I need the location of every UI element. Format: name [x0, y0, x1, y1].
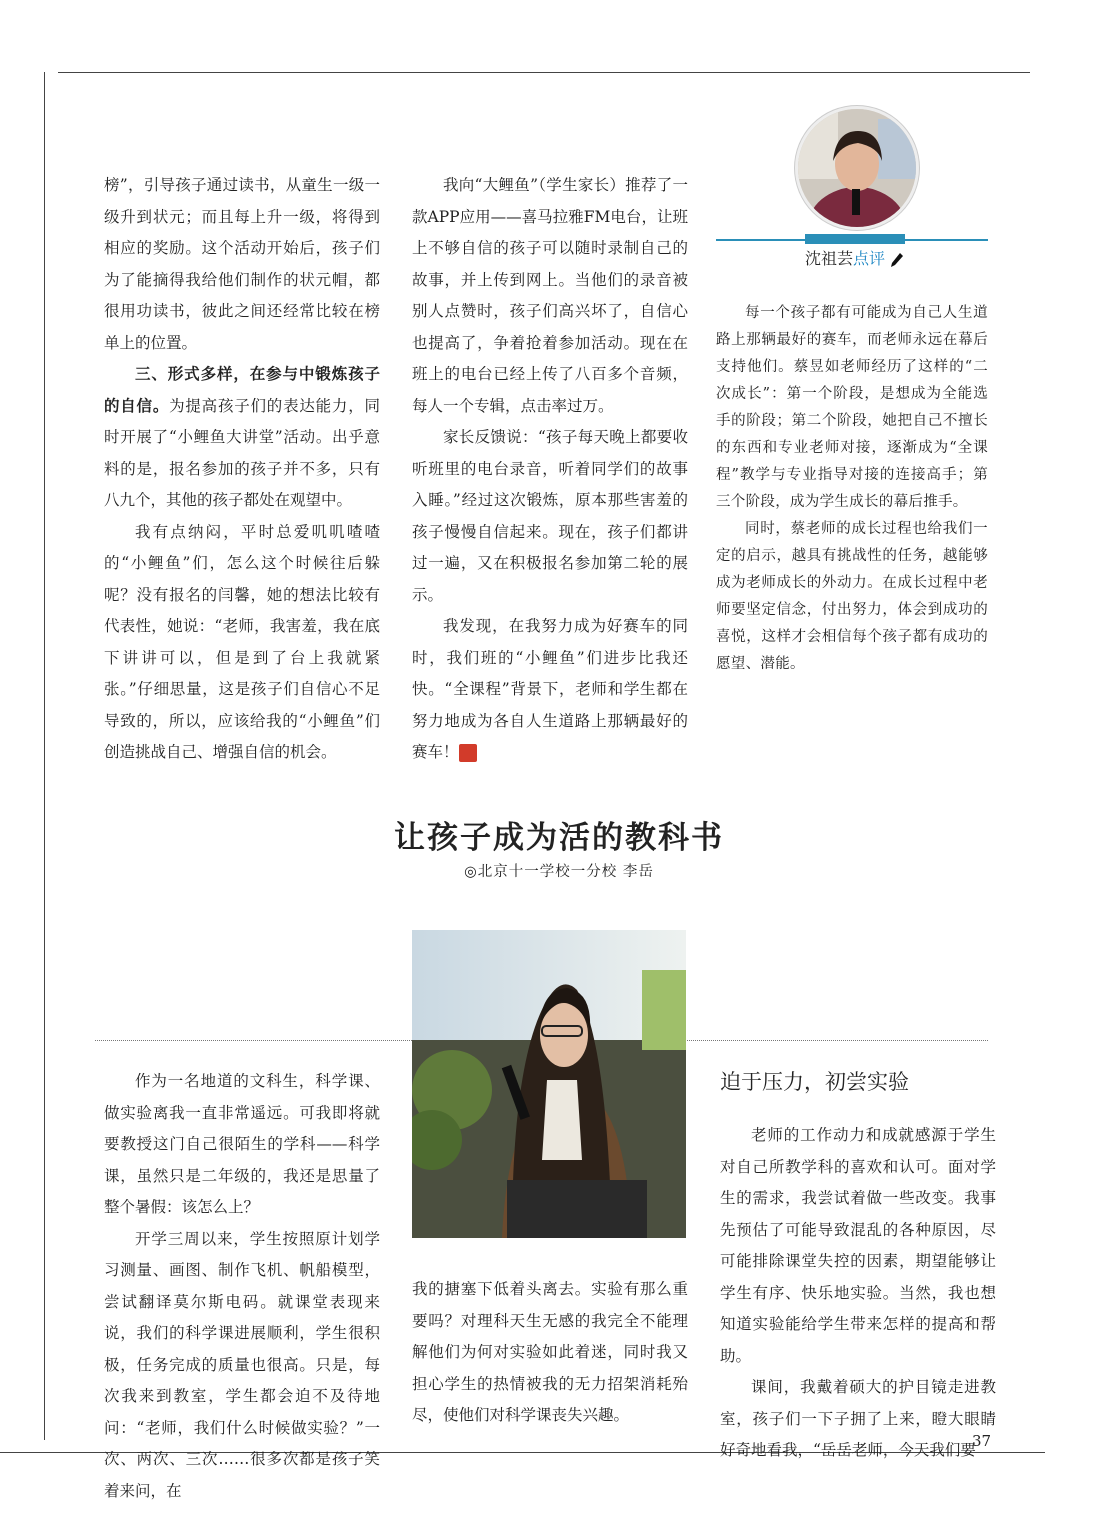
top-column-2	[412, 170, 688, 769]
comment-header-tag	[805, 234, 905, 244]
page-number: 37	[972, 1432, 992, 1450]
left-margin-rule	[44, 72, 45, 1440]
paragraph: 课间，我戴着硕大的护目镜走进教室，孩子们一下子拥了上来，瞪大眼睛好奇地看我，“岳岳老师，今天我们要	[720, 1378, 996, 1459]
commentator-label	[805, 246, 904, 269]
paragraph: 开学三周以来，学生按照原计划学习测量、画图、制作飞机、帆船模型，尝试翻译莫尔斯电码。就课堂表现来说，我们的科学课进展顺利，学生很积极，任务完成的质量也很高。只是，每次我来到教室，学生都会迫不及待地问：“老师，我们什么时候做实验？”一次、两次、三次……很多次都是孩子笑着来问，在	[104, 1229, 380, 1500]
paragraph: 我发现，在我努力成为好赛车的同时，我们班的“小鲤鱼”们进步比我还快。“全课程”背景下，老师和学生都在努力地成为各自人生道路上那辆最好的赛车！ 家	[412, 617, 688, 761]
end-mark-icon: 家	[459, 744, 477, 762]
top-rule	[58, 72, 1030, 73]
commentator-avatar	[795, 106, 919, 230]
commentator-tag: 点评	[853, 249, 886, 268]
commentator-name: 沈祖芸	[805, 249, 854, 268]
paragraph: 家长反馈说：“孩子每天晚上都要收听班里的电台录音，听着同学们的故事入睡。”经过这次锻炼，原本那些害羞的孩子慢慢自信起来。现在，孩子们都讲过一遍，又在积极报名参加第二轮的展示。	[412, 428, 688, 604]
article-column-1	[104, 1066, 380, 1507]
paragraph: 榜”，引导孩子通过读书，从童生一级一级升到状元；而且每上升一级，将得到相应的奖励。这个活动开始后，孩子们为了能摘得我给他们制作的状元帽，都很用功读书，彼此之间还经常比较在榜单上的位置。	[104, 176, 380, 352]
top-column-1	[104, 170, 380, 769]
paragraph: 我的搪塞下低着头离去。实验有那么重要吗？对理科天生无感的我完全不能理解他们为何对实验如此着迷，同时我又担心学生的热情被我的无力招架消耗殆尽，使他们对科学课丧失兴趣。	[412, 1280, 688, 1424]
paragraph: 作为一名地道的文科生，科学课、做实验离我一直非常遥远。可我即将就要教授这门自己很陌生的学科——科学课，虽然只是二年级的，我还是思量了整个暑假：该怎么上？	[104, 1072, 380, 1216]
article-column-2	[412, 1274, 688, 1432]
article-subheading: 迫于压力，初尝实验	[720, 1070, 909, 1094]
article-column-3	[720, 1120, 996, 1467]
paragraph: 每一个孩子都有可能成为自己人生道路上那辆最好的赛车，而老师永远在幕后支持他们。蔡昱如老师经历了这样的“二次成长”：第一个阶段，是想成为全能选手的阶段；第二个阶段，她把自己不擅长的东西和专业老师对接，逐渐成为“全课程”教学与专业指导对接的连接高手；第三个阶段，成为学生成长的幕后推手。	[716, 305, 988, 510]
speaker-photo	[412, 930, 686, 1238]
paragraph: 我向“大鲤鱼”（学生家长）推荐了一款APP应用——喜马拉雅FM电台，让班上不够自信的孩子可以随时录制自己的故事，并上传到网上。当他们的录音被别人点赞时，孩子们高兴坏了，自信心也提高了，争着抢着参加活动。现在在班上的电台已经上传了八百多个音频，每人一个专辑，点击率过万。	[412, 176, 688, 415]
paragraph: 三、形式多样，在参与中锻炼孩子的自信。为提高孩子们的表达能力，同时开展了“小鲤鱼大讲堂”活动。出乎意料的是，报名参加的孩子并不多，只有八九个，其他的孩子都处在观望中。	[104, 365, 380, 509]
article-byline: ◎北京十一学校一分校 李岳	[464, 864, 654, 880]
section-heading: 三、形式多样，在参与中锻炼孩子的自信。	[104, 365, 380, 415]
paragraph: 我有点纳闷，平时总爱叽叽喳喳的“小鲤鱼”们，怎么这个时候往后躲呢？没有报名的闫馨，她的想法比较有代表性，她说：“老师，我害羞，我在底下讲讲可以，但是到了台上我就紧张。”仔细思量，这是孩子们自信心不足导致的，所以，应该给我的“小鲤鱼”们创造挑战自己、增强自信的机会。	[104, 522, 380, 761]
paragraph: 老师的工作动力和成就感源于学生对自己所教学科的喜欢和认可。面对学生的需求，我尝试着做一些改变。我事先预估了可能导致混乱的各种原因，尽可能排除课堂失控的因素，期望能够让学生有序、快乐地实验。当然，我也想知道实验能给学生带来怎样的提高和帮助。	[720, 1126, 996, 1365]
pen-icon	[890, 252, 904, 268]
comment-text	[716, 300, 988, 678]
article-title: 让孩子成为活的教科书	[394, 820, 724, 856]
paragraph: 同时，蔡老师的成长过程也给我们一定的启示，越具有挑战性的任务，越能够成为老师成长的外动力。在成长过程中老师要坚定信念，付出努力，体会到成功的喜悦，这样才会相信每个孩子都有成功的愿望、潜能。	[716, 521, 988, 672]
